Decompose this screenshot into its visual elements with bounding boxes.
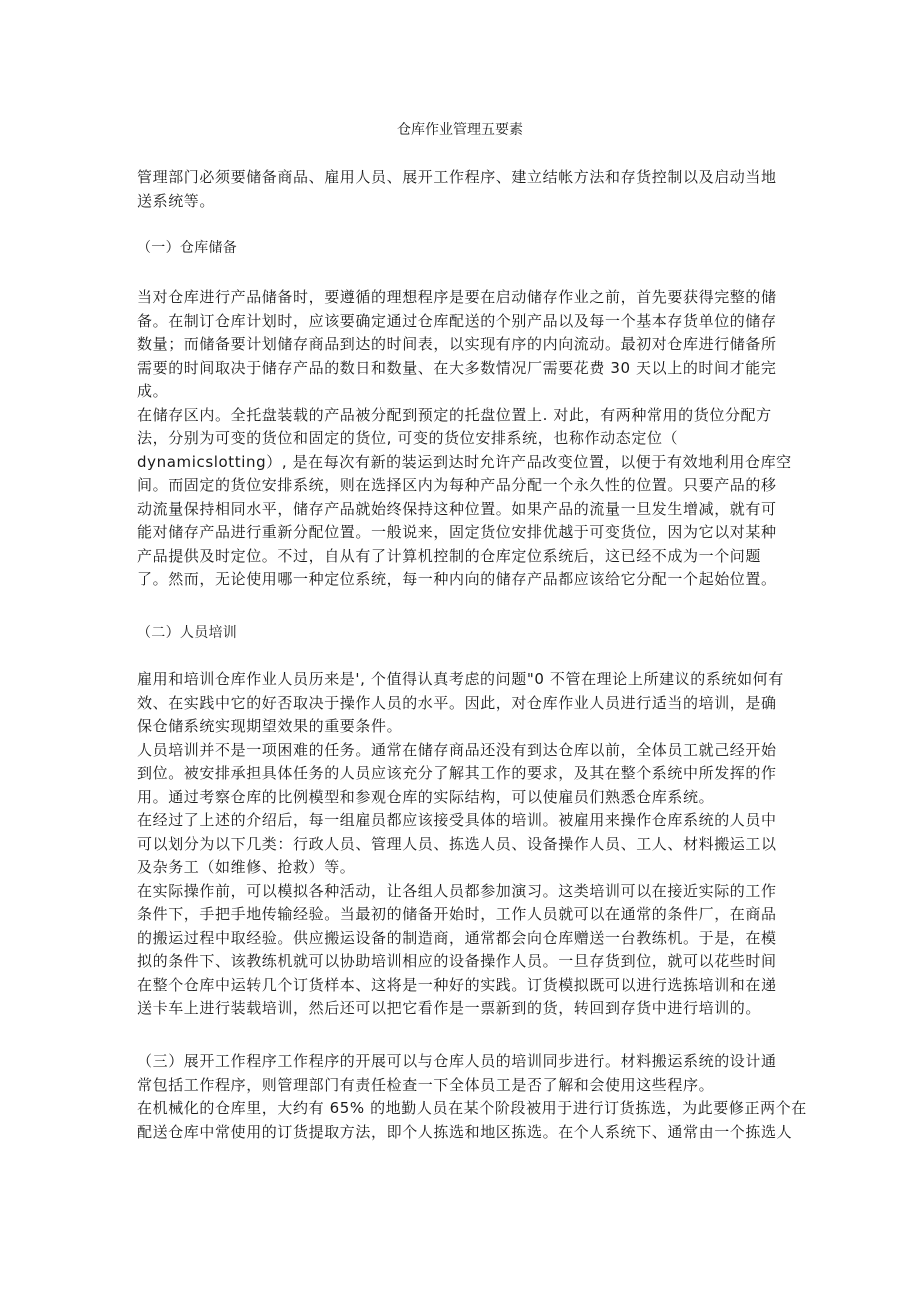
text-line: 备。在制订仓库计划时，应该要确定通过仓库配送的个别产品以及每一个基本存货单位的储存 [137, 311, 777, 330]
text-line: 在储存区内。全托盘装载的产品被分配到预定的托盘位置上. 对此，有两种常用的货位分配方 [137, 405, 772, 424]
section2-heading: （二）人员培训 [137, 625, 238, 641]
text-line: 当对仓库进行产品储备时，要遵循的理想程序是要在启动储存作业之前，首先要获得完整的储 [137, 288, 777, 306]
section1-heading: （一）仓库储备 [137, 240, 238, 256]
text-line: 人员培训并不是一项困难的任务。通常在储存商品还没有到达仓库以前，全体员工就己经开始 [137, 740, 777, 759]
text-line: 到位。被安排承担具体任务的人员应该充分了解其工作的要求，及其在整个系统中所发挥的作 [137, 764, 777, 782]
text-line: 配送仓库中常使用的订货提取方法，即个人拣选和地区拣选。在个人系统下、通常由一个拣选人 [137, 1122, 793, 1141]
text-line: 送卡车上进行装载培训，然后还可以把它看作是一票新到的货，转回到存货中进行培训的。 [137, 999, 762, 1017]
text-line: 送系统等。 [137, 191, 216, 210]
text-line: 在实际操作前，可以模拟各种活动，让各组人员都参加演习。这类培训可以在接近实际的工作 [137, 881, 777, 900]
text-line: 管理部门必须要储备商品、雇用人员、展开工作程序、建立结帐方法和存货控制以及启动当地 [137, 168, 777, 186]
text-line: 及杂务工（如维修、抢救）等。 [137, 858, 356, 876]
text-line: 需要的时间取决于储存产品的数日和数量、在大多数情况厂需要花费 30 天以上的时间才能完 [137, 358, 777, 377]
text-line: 用。通过考察仓库的比例模型和参观仓库的实际结构，可以使雇员们熟悉仓库系统。 [137, 787, 715, 806]
text-line: 常包括工作程序，则管理部门有责任检查一下全体员工是否了解和会使用这些程序。 [137, 1075, 715, 1094]
text-line: dynamicslotting）, 是在每次有新的装运到达时允许产品改变位置，以便于有效地利用仓库空 [137, 452, 792, 471]
text-line: 法，分别为可变的货位和固定的货位, 可变的货位安排系统，也称作动态定位（ [137, 429, 679, 447]
text-line: 动流量保持相同水平，储存产品就始终保持这种位置。如果产品的流量一旦发生增减，就有可 [137, 499, 777, 518]
document-title: 仓库作业管理五要素 [397, 122, 523, 138]
section3-body [137, 1050, 807, 1144]
text-line: 雇用和培训仓库作业人员历来是', 个值得认真考虑的问题"0 不管在理论上所建议的系统如何有 [137, 670, 784, 688]
text-line: 能对储存产品进行重新分配位置。一般说来，固定货位安排优越于可变货位，因为它以对某种 [137, 523, 777, 541]
text-line: 在整个仓库中运转几个订货样本、这将是一种好的实践。订货模拟既可以进行选拣培训和在递 [137, 975, 777, 994]
text-line: 的搬运过程中取经验。供应搬运设备的制造商，通常都会向仓库赠送一台教练机。于是，在模 [137, 928, 777, 947]
text-line: 条件下，手把手地传输经验。当最初的储备开始时，工作人员就可以在通常的条件厂，在商品 [137, 905, 777, 923]
text-line: 在经过了上述的介绍后，每一组雇员都应该接受具体的培训。被雇用来操作仓库系统的人员中 [137, 811, 777, 829]
intro-paragraph [137, 166, 787, 213]
text-line: 效、在实践中它的好否取决于操作人员的水平。因此，对仓库作业人员进行适当的培训，是确 [137, 693, 777, 712]
section1-body [137, 286, 792, 592]
text-line: 可以划分为以下几类：行政人员、管理人员、拣选人员、设备操作人员、工人、材料搬运工以 [137, 834, 777, 853]
section2-heading-block [137, 622, 787, 646]
text-line: 在机械化的仓库里，大约有 65% 的地勤人员在某个阶段被用于进行订货拣选，为此要修正两个在 [137, 1099, 807, 1117]
text-line: 数量；而储备要计划储存商品到达的时间表，以实现有序的内向流动。最初对仓库进行储备所 [137, 335, 777, 353]
text-line: 间。而固定的货位安排系统，则在选择区内为每种产品分配一个永久性的位置。只要产品的移 [137, 476, 777, 494]
text-line: 成。 [137, 382, 169, 400]
section1-heading-block [137, 237, 787, 261]
text-line: 保仓储系统实现期望效果的重要条件。 [137, 717, 403, 735]
text-line: （三）展开工作程序工作程序的开展可以与仓库人员的培训同步进行。材料搬运系统的设计通 [137, 1052, 777, 1070]
text-line: 拟的条件下、该教练机就可以协助培训相应的设备操作人员。一旦存货到位，就可以花些时间 [137, 952, 777, 970]
section2-body [137, 668, 787, 1021]
text-line: 产品提供及时定位。不过，自从有了计算机控制的仓库定位系统后，这已经不成为一个问题 [137, 546, 762, 565]
text-line: 了。然而，无论使用哪一种定位系统，每一种内向的储存产品都应该给它分配一个起始位置。 [137, 570, 777, 588]
